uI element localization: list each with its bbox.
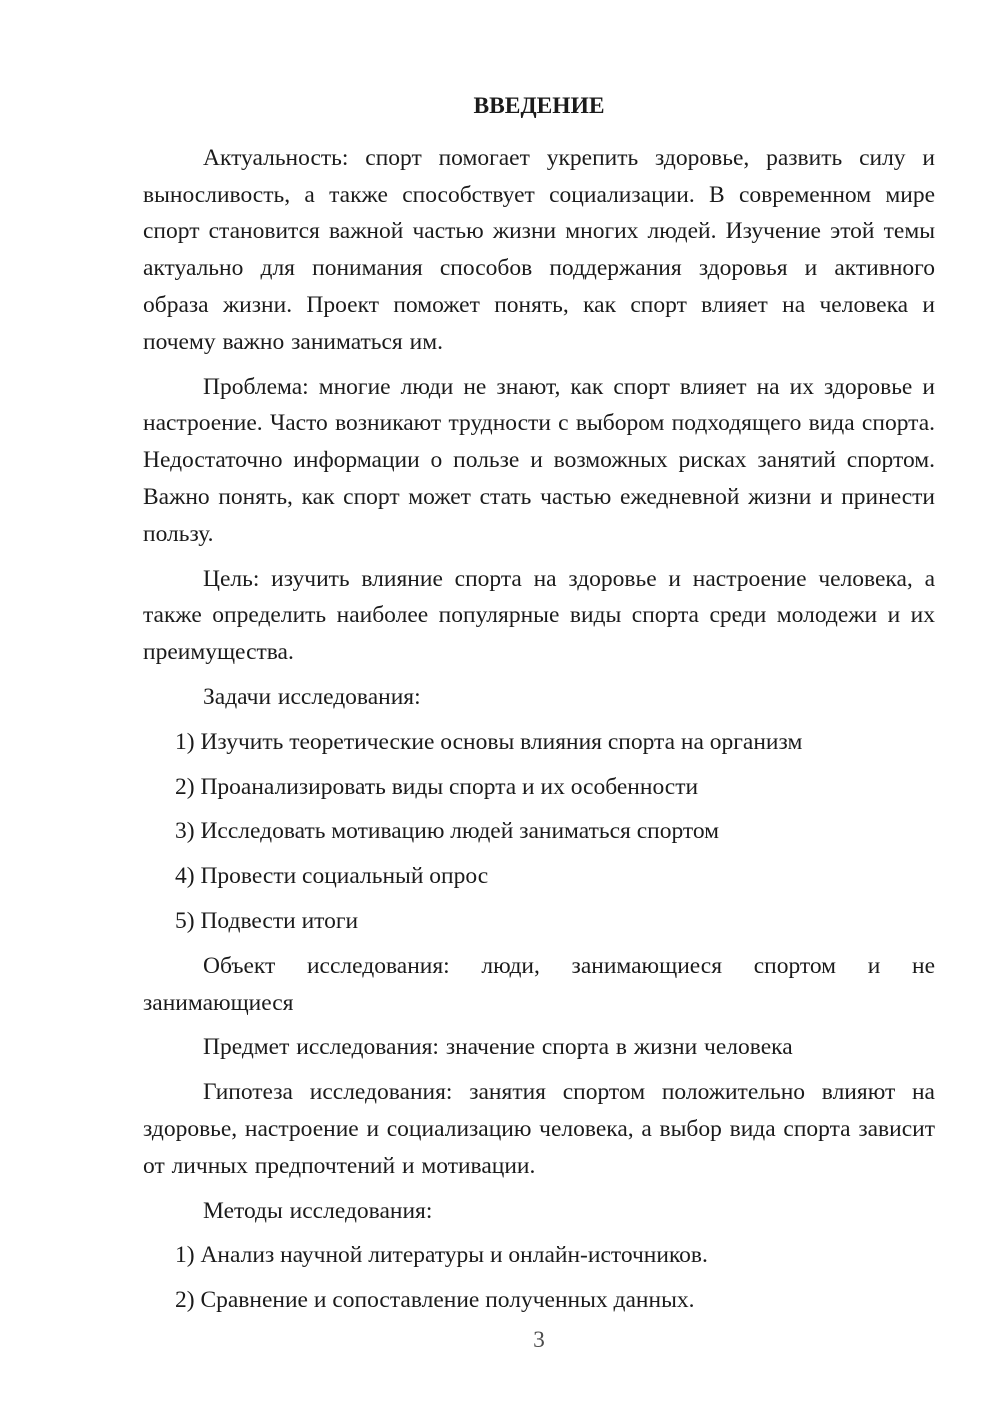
paragraph-goal: Цель: изучить влияние спорта на здоровье и настроение человека, а также определить наиболее популярные виды спорта среди молодежи и их преимущества.	[143, 565, 935, 666]
task-item-2: 2) Проанализировать виды спорта и их особенности	[175, 773, 699, 800]
tasks-heading: Задачи исследования:	[203, 683, 421, 710]
paragraph-hypothesis: Гипотеза исследования: занятия спортом положительно влияют на здоровье, настроение и социализацию человека, а выбор вида спорта зависит от личных предпочтений и мотивации.	[143, 1079, 935, 1179]
method-item-1: 1) Анализ научной литературы и онлайн-источников.	[175, 1242, 708, 1269]
task-item-4: 4) Провести социальный опрос	[175, 863, 489, 890]
task-item-5: 5) Подвести итоги	[175, 907, 359, 934]
paragraph-object: Объект исследования: люди, занимающиеся спортом и не занимающиеся	[143, 952, 935, 1016]
paragraph-relevance: Актуальность: спорт помогает укрепить здоровье, развить силу и выносливость, а также способствует социализации. В современном мире спорт становится важной частью жизни многих людей. Изучение этой темы актуально для понимания способов поддержания здоровья и активного образа жизни. Проект поможет понять, как спорт влияет на человека и почему важно заниматься им.	[143, 144, 935, 355]
document-content	[143, 88, 935, 1327]
methods-heading: Методы исследования:	[203, 1197, 433, 1224]
task-item-1: 1) Изучить теоретические основы влияния спорта на организм	[175, 728, 803, 755]
paragraph-problem: Проблема: многие люди не знают, как спорт влияет на их здоровье и настроение. Часто возникают трудности с выбором подходящего вида спорта. Недостаточно информации о пользе и возможных рисках занятий спортом. Важно понять, как спорт может стать частью ежедневной жизни и принести пользу.	[143, 373, 935, 547]
paragraph-subject: Предмет исследования: значение спорта в жизни человека	[203, 1034, 793, 1061]
task-item-3: 3) Исследовать мотивацию людей заниматься спортом	[175, 818, 720, 845]
method-item-2: 2) Сравнение и сопоставление полученных данных.	[175, 1287, 695, 1314]
page-number: 3	[533, 1327, 545, 1353]
page-title: ВВЕДЕНИЕ	[473, 93, 605, 119]
